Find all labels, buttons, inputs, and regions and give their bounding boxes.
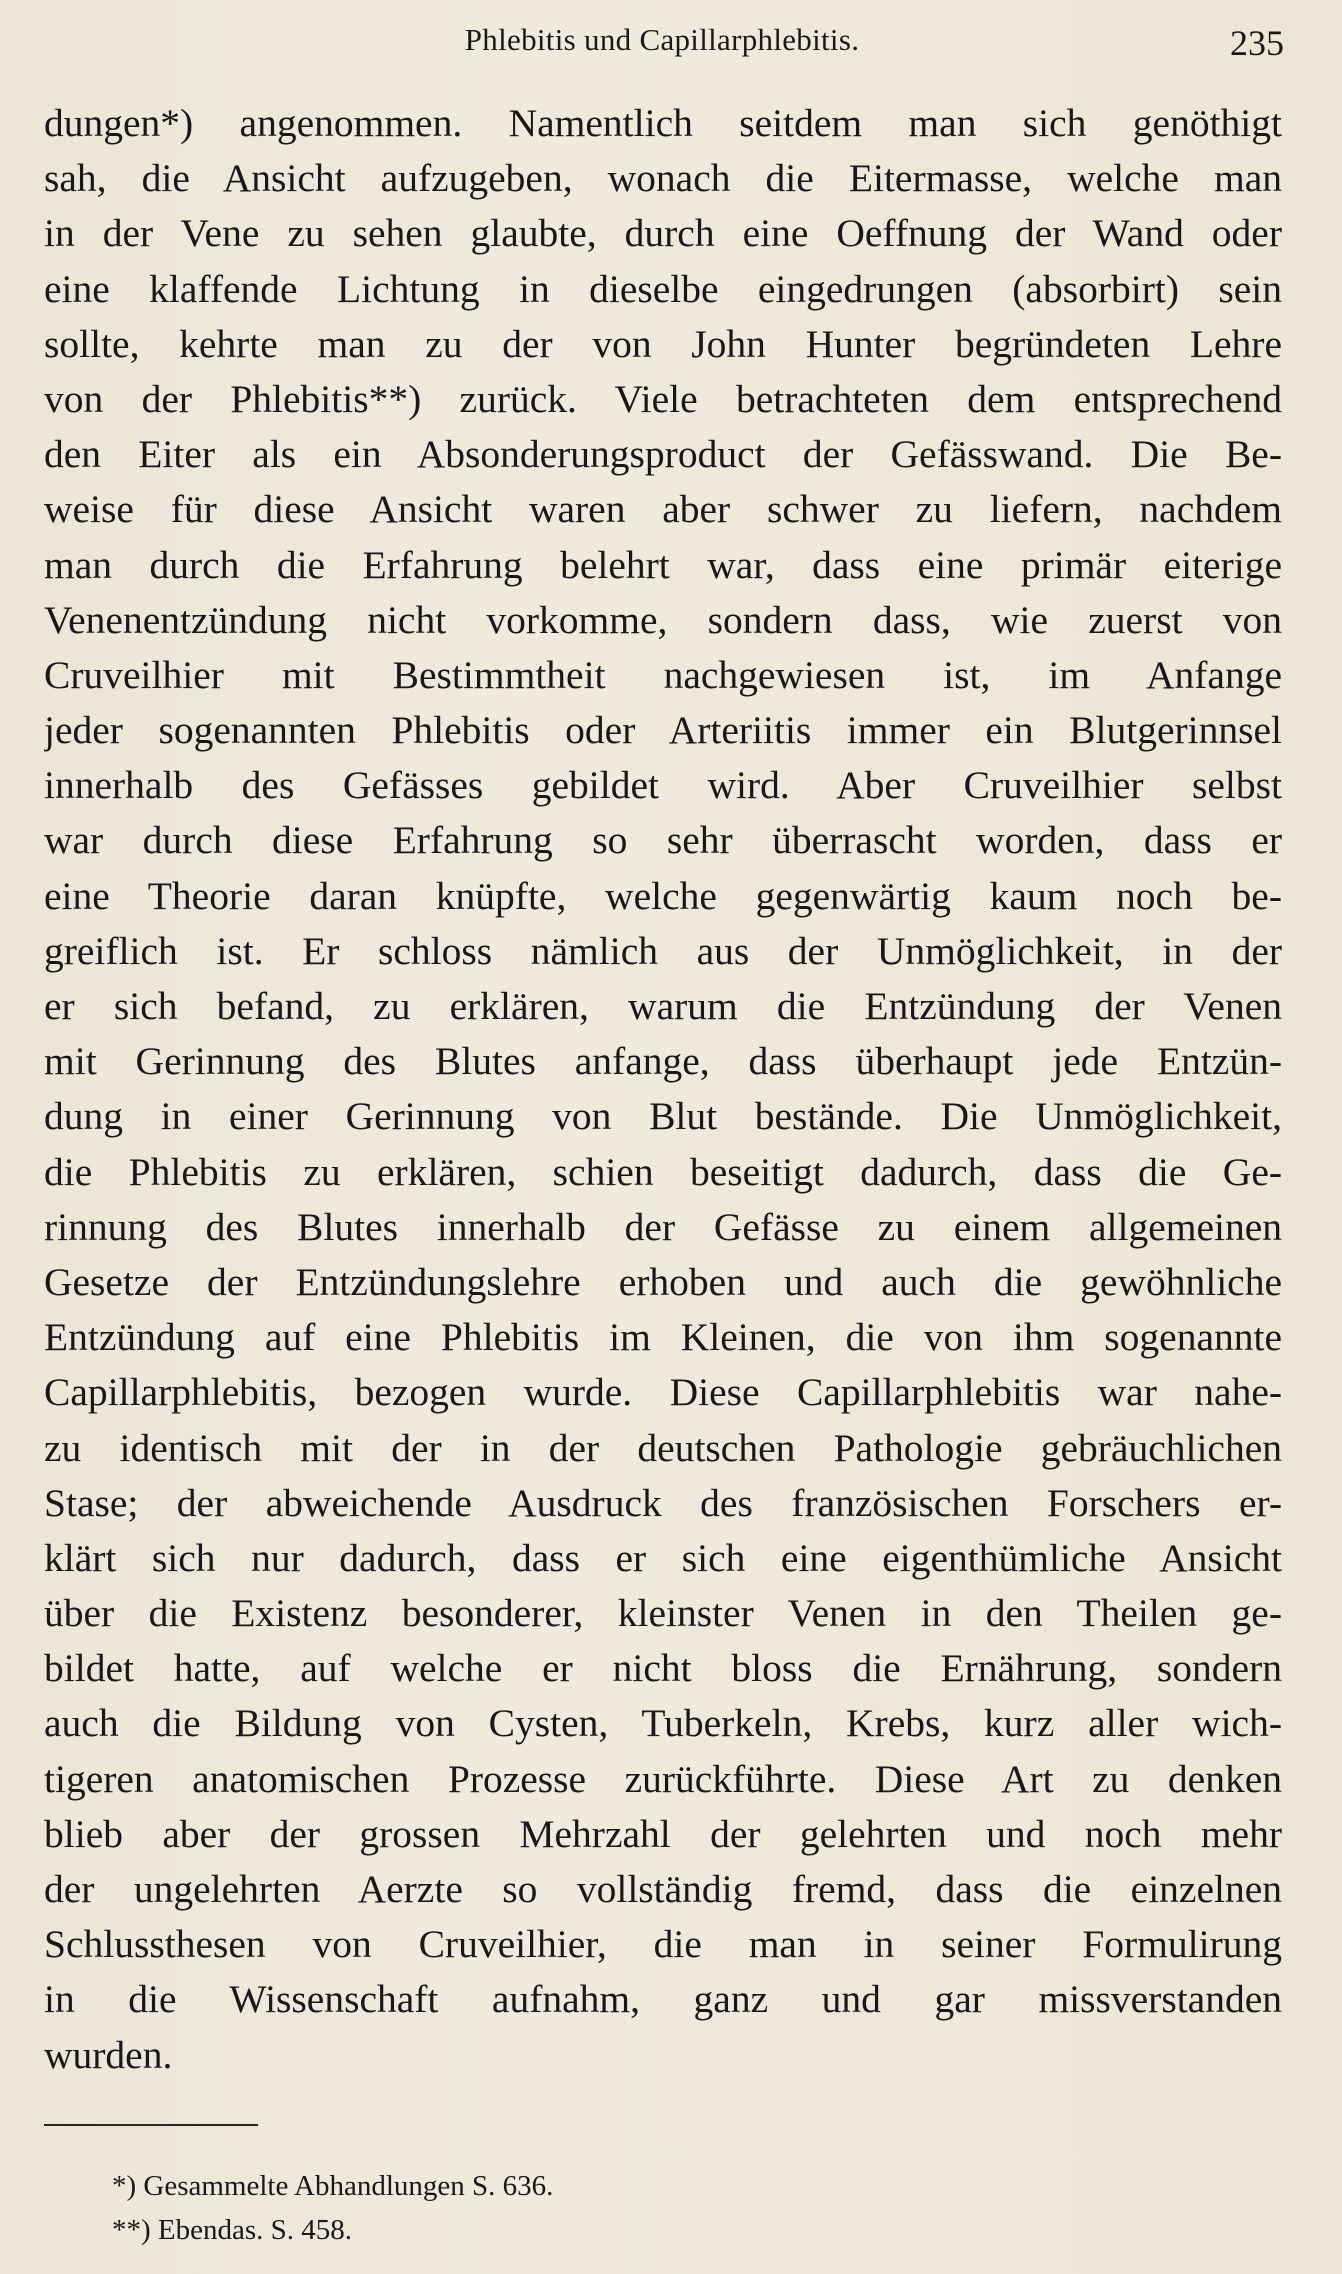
text-line: auch die Bildung von Cysten, Tuberkeln, Krebs, kurz aller wich- [44, 1701, 1282, 1746]
text-line: Capillarphlebitis, bezogen wurde. Diese Capillarphlebitis war nahe- [44, 1370, 1282, 1415]
running-title: Phlebitis und Capillarphlebitis. [464, 22, 860, 57]
text-line: weise für diese Ansicht waren aber schwer zu liefern, nachdem [44, 487, 1282, 532]
page-number: 235 [1230, 23, 1284, 63]
text-line: Venenentzündung nicht vorkomme, sondern dass, wie zuerst von [44, 597, 1282, 642]
text-line: innerhalb des Gefässes gebildet wird. Aber Cruveilhier selbst [44, 763, 1282, 808]
text-line: in die Wissenschaft aufnahm, ganz und gar missverstanden [44, 1977, 1282, 2022]
text-line: bildet hatte, auf welche er nicht bloss die Ernährung, sondern [44, 1646, 1282, 1691]
text-line: den Eiter als ein Absonderungsproduct der Gefässwand. Die Be- [44, 432, 1282, 477]
footnote: *) Gesammelte Abhandlungen S. 636. [112, 2170, 554, 2202]
text-line: dung in einer Gerinnung von Blut bestände. Die Unmöglichkeit, [44, 1094, 1282, 1139]
text-line: rinnung des Blutes innerhalb der Gefässe zu einem allgemeinen [44, 1204, 1282, 1249]
text-line: man durch die Erfahrung belehrt war, dass eine primär eiterige [44, 542, 1282, 587]
text-line: blieb aber der grossen Mehrzahl der gelehrten und noch mehr [44, 1811, 1282, 1856]
footnote: **) Ebendas. S. 458. [112, 2214, 353, 2246]
text-line: Stase; der abweichende Ausdruck des französischen Forschers er- [44, 1480, 1282, 1525]
text-line: Gesetze der Entzündungslehre erhoben und auch die gewöhnliche [44, 1259, 1282, 1304]
text-line: Cruveilhier mit Bestimmtheit nachgewiesen ist, im Anfange [44, 652, 1282, 697]
text-line: war durch diese Erfahrung so sehr überrascht worden, dass er [44, 818, 1282, 863]
text-line: eine Theorie daran knüpfte, welche gegenwärtig kaum noch be- [44, 873, 1282, 918]
text-line: Entzündung auf eine Phlebitis im Kleinen, die von ihm sogenannte [44, 1315, 1282, 1360]
text-line: er sich befand, zu erklären, warum die Entzündung der Venen [44, 984, 1282, 1028]
text-line: klärt sich nur dadurch, dass er sich eine eigenthümliche Ansicht [44, 1535, 1282, 1580]
text-line: wurden. [44, 2032, 173, 2077]
text-line: sah, die Ansicht aufzugeben, wonach die Eitermasse, welche man [44, 156, 1282, 201]
text-line: eine klaffende Lichtung in dieselbe eingedrungen (absorbirt) sein [44, 266, 1282, 311]
text-line: jeder sogenannten Phlebitis oder Arteriitis immer ein Blutgerinnsel [44, 708, 1282, 753]
body-text [44, 96, 1282, 2083]
text-line: greiflich ist. Er schloss nämlich aus der Unmöglichkeit, in der [44, 928, 1282, 973]
text-line: in der Vene zu sehen glaubte, durch eine Oeffnung der Wand oder [44, 211, 1282, 256]
text-line: dungen*) angenommen. Namentlich seitdem man sich genöthigt [44, 101, 1282, 145]
footnotes [112, 2164, 553, 2252]
text-line: über die Existenz besonderer, kleinster Venen in den Theilen ge- [44, 1591, 1282, 1636]
text-line: die Phlebitis zu erklären, schien beseitigt dadurch, dass die Ge- [44, 1149, 1282, 1194]
text-line: tigeren anatomischen Prozesse zurückführte. Diese Art zu denken [44, 1756, 1282, 1801]
text-line: der ungelehrten Aerzte so vollständig fremd, dass die einzelnen [44, 1867, 1282, 1911]
text-line: von der Phlebitis**) zurück. Viele betrachteten dem entsprechend [44, 376, 1282, 421]
footnote-rule [44, 2124, 258, 2126]
running-head [40, 22, 1284, 72]
text-line: zu identisch mit der in der deutschen Pathologie gebräuchlichen [44, 1425, 1282, 1470]
text-line: sollte, kehrte man zu der von John Hunter begründeten Lehre [44, 321, 1282, 366]
text-line: mit Gerinnung des Blutes anfange, dass überhaupt jede Entzün- [44, 1039, 1282, 1084]
text-line: Schlussthesen von Cruveilhier, die man in seiner Formulirung [44, 1922, 1282, 1967]
